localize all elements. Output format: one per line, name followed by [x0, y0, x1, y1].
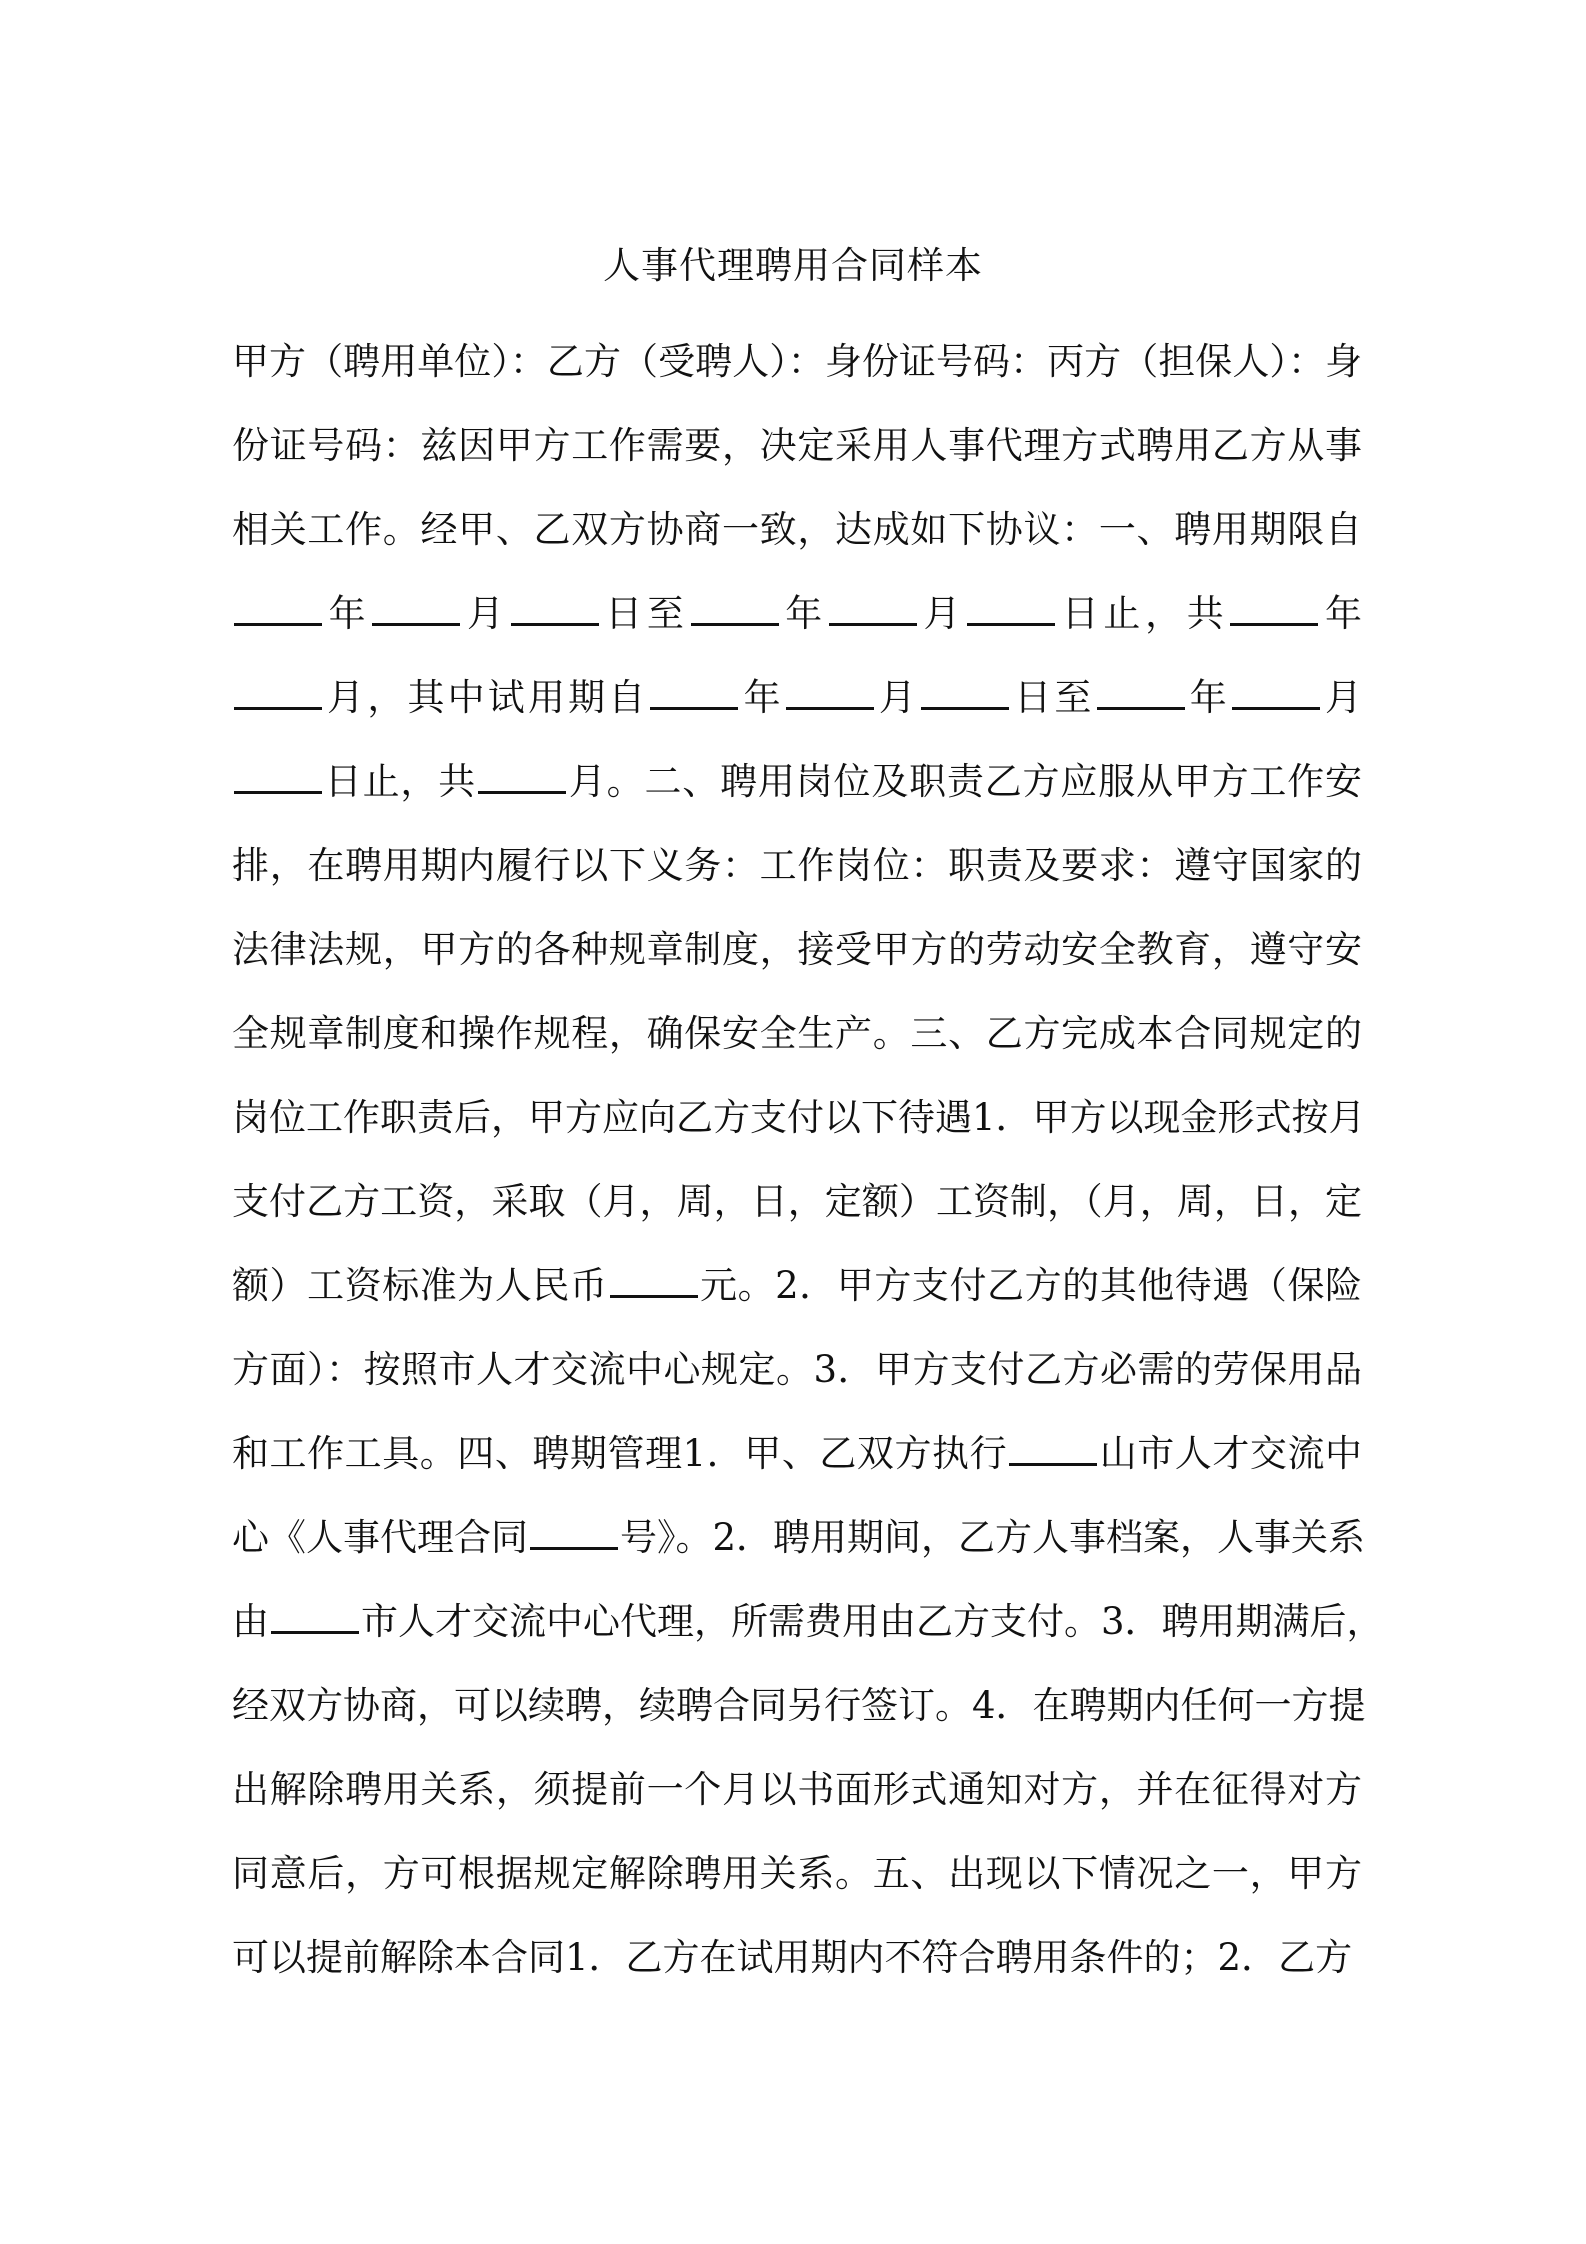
text-segment: 山市人才交流中	[1099, 1432, 1363, 1475]
fill-in-blank	[271, 1601, 359, 1634]
text-segment: 岗位工作职责后，甲方应向乙方支付以下待遇1．甲方以现金形式按月	[232, 1096, 1366, 1139]
fill-in-blank	[511, 593, 599, 626]
text-segment: 元。2．甲方支付乙方的其他待遇（保险	[699, 1264, 1363, 1307]
text-line	[232, 824, 1362, 908]
text-segment: 年	[1320, 592, 1363, 635]
text-line	[232, 1328, 1362, 1412]
text-segment: 月	[1321, 676, 1363, 719]
text-segment: 年	[780, 592, 827, 635]
text-segment: 可以提前解除本合同1．乙方在试用期内不符合聘用条件的；2．乙方	[232, 1936, 1353, 1979]
text-segment: 同意后，方可根据规定解除聘用关系。五、出现以下情况之一，甲方	[232, 1852, 1362, 1895]
fill-in-blank	[1230, 593, 1318, 626]
text-segment: 日至	[600, 592, 689, 635]
text-segment: 心《人事代理合同	[232, 1516, 528, 1559]
fill-in-blank	[1232, 677, 1320, 710]
text-line	[232, 1748, 1362, 1832]
text-segment: 额）工资标准为人民币	[232, 1264, 608, 1307]
text-segment: 月	[875, 676, 920, 719]
text-line	[232, 1412, 1362, 1496]
text-line	[232, 1916, 1362, 2000]
text-segment: 月	[918, 592, 966, 635]
text-segment: 份证号码：兹因甲方工作需要，决定采用人事代理方式聘用乙方从事	[232, 424, 1362, 467]
text-segment: 月，其中试用期自	[324, 676, 649, 719]
text-segment: 年	[740, 676, 784, 719]
text-line	[232, 1832, 1362, 1916]
text-segment: 日止，共	[1057, 592, 1229, 635]
document-title: 人事代理聘用合同样本	[603, 244, 983, 287]
fill-in-blank	[1097, 677, 1185, 710]
text-line	[232, 488, 1362, 572]
text-segment: 由	[232, 1600, 269, 1643]
text-segment: 支付乙方工资，采取（月，周，日，定额）工资制，（月，周，日，定	[232, 1180, 1362, 1223]
text-line	[232, 1244, 1362, 1328]
text-segment: 号》。2．聘用期间，乙方人事档案，人事关系	[620, 1516, 1366, 1559]
text-line	[232, 1496, 1366, 1580]
text-line	[232, 1160, 1362, 1244]
text-line	[232, 992, 1362, 1076]
fill-in-blank	[530, 1517, 618, 1550]
text-line	[232, 320, 1362, 404]
text-line	[232, 1664, 1366, 1748]
text-line	[232, 1076, 1366, 1160]
fill-in-blank	[650, 677, 738, 710]
fill-in-blank	[610, 1265, 698, 1298]
fill-in-blank	[921, 677, 1009, 710]
text-segment: 年	[1186, 676, 1230, 719]
text-segment: 排，在聘用期内履行以下义务：工作岗位：职责及要求：遵守国家的	[232, 844, 1362, 887]
fill-in-blank	[478, 761, 566, 794]
text-segment: 月。二、聘用岗位及职责乙方应服从甲方工作安	[568, 760, 1363, 803]
text-segment: 市人才交流中心代理，所需费用由乙方支付。3．聘用期满后，	[361, 1600, 1384, 1643]
text-segment: 法律法规，甲方的各种规章制度，接受甲方的劳动安全教育，遵守安	[232, 928, 1362, 971]
fill-in-blank	[372, 593, 460, 626]
fill-in-blank	[786, 677, 874, 710]
text-segment: 甲方（聘用单位）：乙方（受聘人）：身份证号码：丙方（担保人）：身	[232, 340, 1362, 383]
text-segment: 出解除聘用关系，须提前一个月以书面形式通知对方，并在征得对方	[232, 1768, 1362, 1811]
fill-in-blank	[967, 593, 1055, 626]
contract-body	[232, 320, 1384, 2000]
fill-in-blank	[829, 593, 917, 626]
fill-in-blank	[234, 593, 322, 626]
fill-in-blank	[1009, 1433, 1097, 1466]
text-line	[232, 656, 1362, 740]
text-segment: 日止，共	[324, 760, 477, 803]
text-line	[232, 1580, 1384, 1664]
text-line	[232, 404, 1362, 488]
text-line	[232, 740, 1362, 824]
text-segment: 全规章制度和操作规程，确保安全生产。三、乙方完成本合同规定的	[232, 1012, 1362, 1055]
text-segment: 日至	[1011, 676, 1095, 719]
fill-in-blank	[234, 677, 322, 710]
text-line	[232, 572, 1362, 656]
text-segment: 方面）：按照市人才交流中心规定。3．甲方支付乙方必需的劳保用品	[232, 1348, 1362, 1391]
fill-in-blank	[691, 593, 779, 626]
text-segment: 相关工作。经甲、乙双方协商一致，达成如下协议：一、聘用期限自	[232, 508, 1362, 551]
text-segment: 和工作工具。四、聘期管理1．甲、乙双方执行	[232, 1432, 1008, 1475]
text-segment: 年	[324, 592, 371, 635]
text-line	[232, 908, 1362, 992]
fill-in-blank	[234, 761, 322, 794]
text-segment: 经双方协商，可以续聘，续聘合同另行签订。4．在聘期内任何一方提	[232, 1684, 1366, 1727]
text-segment: 月	[462, 592, 509, 635]
